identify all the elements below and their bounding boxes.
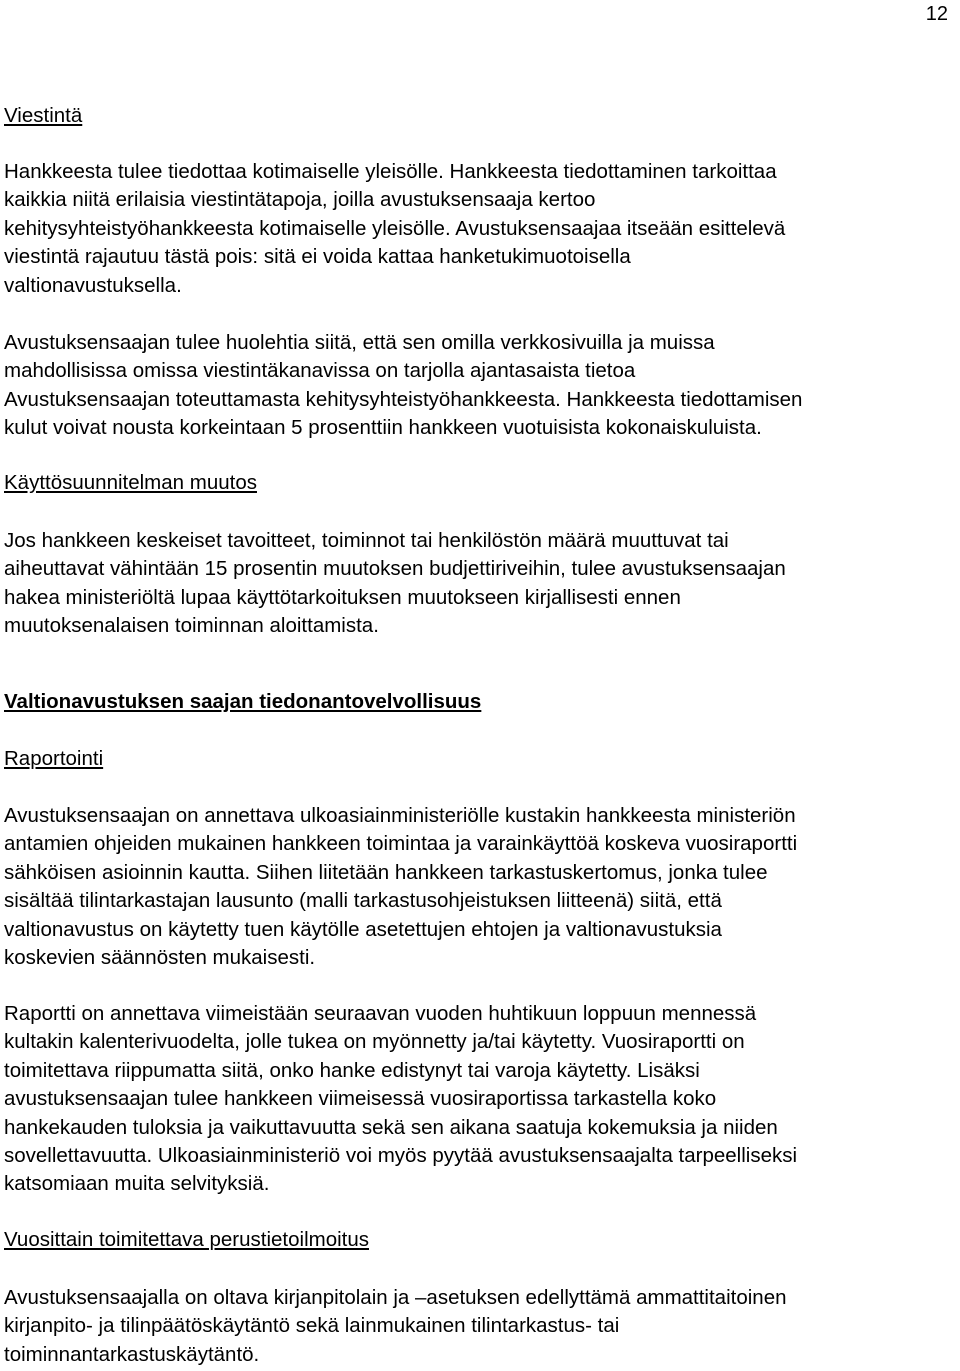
text-line: kehitysyhteistyöhankkeesta kotimaiselle yleisölle. Avustuksensaajaa itseään esittelevä	[4, 216, 786, 240]
text-line: Avustuksensaajan tulee huolehtia siitä, että sen omilla verkkosivuilla ja muissa	[4, 331, 715, 354]
text-line: Avustuksensaajalla on oltava kirjanpitolain ja –asetuksen edellyttämä ammattitaitoinen	[4, 1286, 787, 1309]
text-line: toimitettava riippumatta siitä, onko hanke edistynyt tai varoja käytetty. Lisäksi	[4, 1058, 700, 1082]
text-line: aiheuttavat vähintään 15 prosentin muutoksen budjettiriveihin, tulee avustuksensaajan	[4, 557, 786, 581]
paragraph-viestinta-2	[4, 329, 954, 443]
text-line: avustuksensaajan tulee hankkeen viimeisessä vuosiraportissa tarkastella koko	[4, 1087, 717, 1111]
text-line: katsomiaan muita selvityksiä.	[4, 1172, 270, 1196]
paragraph-kayttosuunnitelma	[4, 527, 954, 641]
paragraph-raportointi-1	[4, 802, 954, 972]
text-line: muutoksenalaisen toiminnan aloittamista.	[4, 614, 379, 638]
paragraph-perustietoilmoitus	[4, 1284, 954, 1369]
text-line: viestintä rajautuu tästä pois: sitä ei voida kattaa hanketukimuotoisella	[4, 245, 631, 269]
heading-viestinta: Viestintä	[4, 104, 83, 127]
text-line: Avustuksensaajan on annettava ulkoasiainministeriölle kustakin hankkeesta ministeriön	[4, 804, 796, 827]
text-line: kirjanpito- ja tilinpäätöskäytäntö sekä lainmukainen tilintarkastus- tai	[4, 1314, 620, 1338]
text-line: kulut voivat nousta korkeintaan 5 prosenttiin hankkeen vuotuisista kokonaiskuluista.	[4, 416, 762, 440]
text-line: kaikkia niitä erilaisia viestintätapoja, joilla avustuksensaaja kertoo	[4, 188, 596, 212]
text-line: mahdollisissa omissa viestintäkanavissa on tarjolla ajantasaista tietoa	[4, 359, 636, 383]
text-line: valtionavustus on käytetty tuen käytölle asetettujen ehtojen ja valtionavustuksia	[4, 917, 722, 941]
text-line: Raportti on annettava viimeistään seuraavan vuoden huhtikuun loppuun mennessä	[4, 1002, 757, 1025]
text-line: valtionavustuksella.	[4, 273, 182, 297]
text-line: Jos hankkeen keskeiset tavoitteet, toiminnot tai henkilöstön määrä muuttuvat tai	[4, 529, 729, 552]
text-line: toiminnantarkastuskäytäntö.	[4, 1342, 260, 1366]
heading-raportointi: Raportointi	[4, 747, 104, 770]
text-line: antamien ohjeiden mukainen hankkeen toimintaa ja varainkäyttöä koskeva vuosiraportti	[4, 832, 798, 856]
text-line: sisältää tilintarkastajan lausunto (malli tarkastusohjeistuksen liitteenä) siitä, että	[4, 889, 722, 913]
text-line: Avustuksensaajan toteuttamasta kehitysyhteistyöhankkeesta. Hankkeesta tiedottamisen	[4, 387, 803, 411]
text-line: kultakin kalenterivuodelta, jolle tukea on myönnetty ja/tai käytetty. Vuosiraportti on	[4, 1030, 745, 1054]
text-line: hakea ministeriöltä lupaa käyttötarkoituksen muutokseen kirjallisesti ennen	[4, 585, 681, 609]
heading-perustietoilmoitus: Vuosittain toimitettava perustietoilmoitus	[4, 1228, 369, 1251]
heading-tiedonantovelvollisuus: Valtionavustuksen saajan tiedonantovelvollisuus	[4, 690, 482, 713]
paragraph-raportointi-2	[4, 1000, 954, 1199]
page-number: 12	[925, 3, 948, 25]
text-line: koskevien säännösten mukaisesti.	[4, 946, 316, 970]
heading-kayttosuunnitelman-muutos: Käyttösuunnitelman muutos	[4, 471, 257, 494]
text-line: Hankkeesta tulee tiedottaa kotimaiselle yleisölle. Hankkeesta tiedottaminen tarkoittaa	[4, 160, 777, 183]
paragraph-viestinta-1	[4, 158, 954, 300]
text-line: sovellettavuutta. Ulkoasiainministeriö voi myös pyytää avustuksensaajalta tarpeelliseksi	[4, 1144, 798, 1168]
text-line: sähköisen asioinnin kautta. Siihen liitetään hankkeen tarkastuskertomus, jonka tulee	[4, 860, 768, 884]
text-line: hankekauden tuloksia ja vaikuttavuutta sekä sen aikana saatuja kokemuksia ja niiden	[4, 1115, 778, 1139]
